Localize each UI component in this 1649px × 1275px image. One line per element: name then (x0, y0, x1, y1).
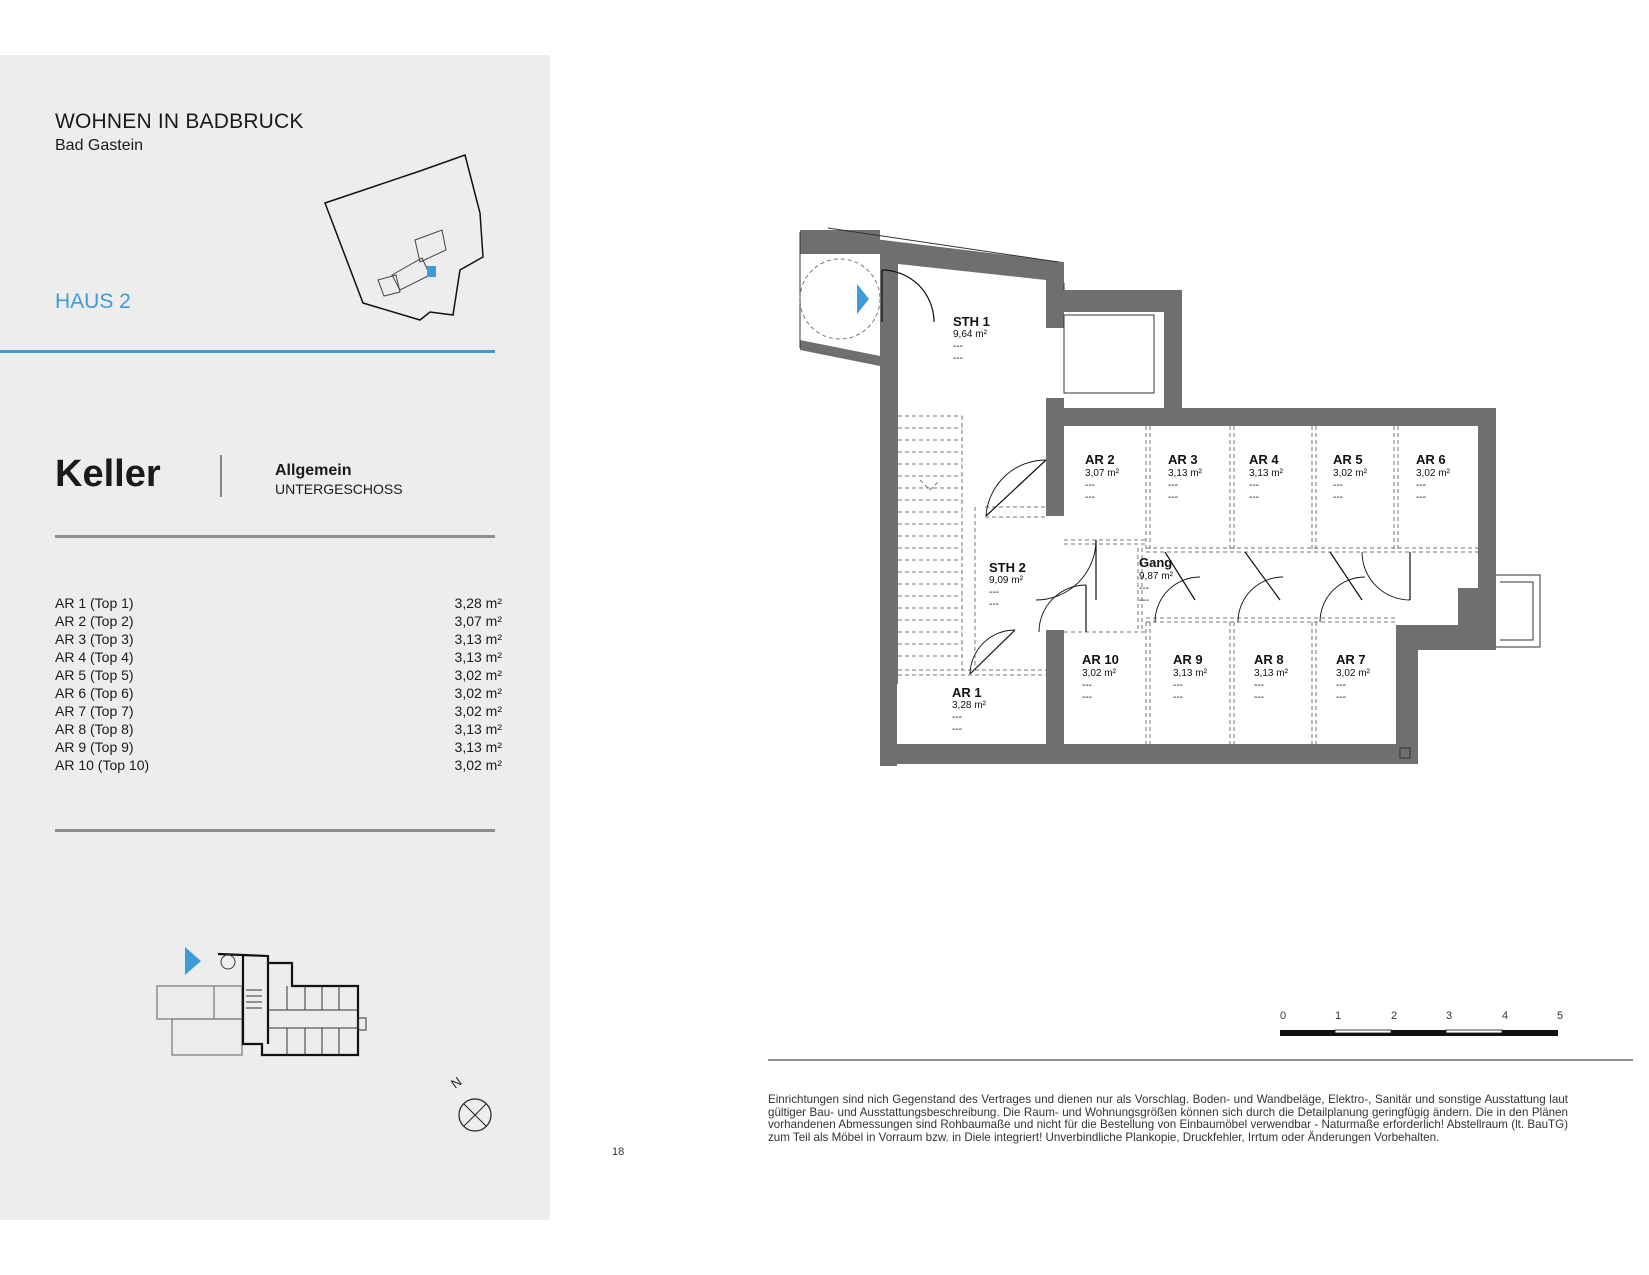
area-value: 3,07 m² (454, 613, 502, 629)
room-name: AR 3 (1168, 452, 1198, 467)
room-detail: --- (1173, 680, 1183, 691)
area-value: 3,13 m² (454, 721, 502, 737)
area-label: AR 3 (Top 3) (55, 631, 134, 647)
area-value: 3,13 m² (454, 739, 502, 755)
room-area: 9,64 m² (953, 329, 987, 340)
area-label: AR 5 (Top 5) (55, 667, 134, 683)
room-name: AR 4 (1249, 452, 1279, 467)
room-area: 9,87 m² (1139, 571, 1173, 582)
room-detail: --- (1416, 492, 1426, 503)
area-value: 3,02 m² (454, 685, 502, 701)
room-name: AR 8 (1254, 652, 1284, 667)
room-detail: --- (1336, 680, 1346, 691)
room-detail: --- (1249, 492, 1259, 503)
room-name: Gang (1139, 555, 1173, 570)
room-detail: --- (1416, 480, 1426, 491)
scale-tick-label: 3 (1446, 1010, 1453, 1022)
area-value: 3,13 m² (454, 649, 502, 665)
area-label: AR 8 (Top 8) (55, 721, 134, 737)
room-area: 3,13 m² (1168, 468, 1202, 479)
room-detail: --- (1333, 492, 1343, 503)
scale-tick-label: 0 (1280, 1010, 1287, 1022)
room-name: AR 1 (952, 685, 982, 700)
room-detail: --- (1168, 492, 1178, 503)
room-area: 3,02 m² (1416, 468, 1450, 479)
scale-bar (1280, 1030, 1558, 1036)
room-area: 3,13 m² (1254, 668, 1288, 679)
scale-tick-label: 5 (1557, 1010, 1564, 1022)
room-detail: --- (1139, 583, 1149, 594)
area-label: AR 2 (Top 2) (55, 613, 134, 629)
room-area: 3,02 m² (1082, 668, 1116, 679)
scale-tick-label: 1 (1335, 1010, 1342, 1022)
view-arrow-icon (185, 947, 201, 975)
room-detail: --- (1333, 480, 1343, 491)
room-detail: --- (953, 341, 963, 352)
room-area: 3,07 m² (1085, 468, 1119, 479)
room-area: 3,02 m² (1333, 468, 1367, 479)
view-arrow-icon (857, 284, 869, 314)
floor-name: Keller (55, 453, 161, 495)
room-area: 3,02 m² (1336, 668, 1370, 679)
room-detail: --- (1336, 692, 1346, 703)
room-name: AR 6 (1416, 452, 1446, 467)
room-detail: --- (1249, 480, 1259, 491)
scale-tick-label: 2 (1391, 1010, 1398, 1022)
room-labels (952, 314, 1451, 735)
room-detail: --- (952, 724, 962, 735)
room-name: AR 7 (1336, 652, 1366, 667)
compass-north-label: N (448, 1073, 465, 1092)
area-label: AR 7 (Top 7) (55, 703, 134, 719)
room-name: STH 1 (953, 314, 990, 329)
room-name: STH 2 (989, 560, 1026, 575)
footer-divider (768, 1059, 1633, 1061)
scale-labels (1270, 1010, 1570, 1025)
floor-level: UNTERGESCHOSS (275, 481, 403, 497)
area-value: 3,13 m² (454, 631, 502, 647)
area-value: 3,02 m² (454, 703, 502, 719)
compass-icon (448, 1074, 491, 1131)
room-detail: --- (1085, 480, 1095, 491)
scale-tick-label: 4 (1502, 1010, 1509, 1022)
room-detail: --- (1139, 595, 1149, 606)
room-detail: --- (1082, 680, 1092, 691)
room-area: 9,09 m² (989, 575, 1023, 586)
room-detail: --- (989, 599, 999, 610)
room-area: 3,13 m² (1249, 468, 1283, 479)
room-name: AR 9 (1173, 652, 1203, 667)
room-detail: --- (1082, 692, 1092, 703)
area-value: 3,02 m² (454, 757, 502, 773)
area-value: 3,28 m² (454, 595, 502, 611)
staircase (898, 416, 962, 670)
room-name: AR 5 (1333, 452, 1363, 467)
room-detail: --- (989, 587, 999, 598)
site-outline-map (325, 155, 483, 320)
area-label: AR 9 (Top 9) (55, 739, 134, 755)
room-name: AR 2 (1085, 452, 1115, 467)
room-detail: --- (953, 353, 963, 364)
room-detail: --- (1254, 692, 1264, 703)
room-area: 3,13 m² (1173, 668, 1207, 679)
room-detail: --- (1173, 692, 1183, 703)
area-value: 3,02 m² (454, 667, 502, 683)
room-detail: --- (1168, 480, 1178, 491)
key-plan-thumbnail (157, 947, 366, 1055)
floor-category: Allgemein (275, 462, 352, 479)
room-area: 3,28 m² (952, 700, 986, 711)
house-label: HAUS 2 (55, 290, 131, 313)
area-label: AR 1 (Top 1) (55, 595, 134, 611)
area-label: AR 10 (Top 10) (55, 757, 150, 773)
room-name: AR 10 (1082, 652, 1119, 667)
project-title: WOHNEN IN BADBRUCK (55, 110, 304, 133)
room-detail: --- (952, 712, 962, 723)
project-location: Bad Gastein (55, 137, 144, 154)
area-label: AR 4 (Top 4) (55, 649, 134, 665)
elevator-shaft (800, 259, 880, 339)
page-number: 18 (612, 1146, 625, 1158)
walls (800, 230, 1496, 766)
area-label: AR 6 (Top 6) (55, 685, 134, 701)
room-detail: --- (1254, 680, 1264, 691)
room-detail: --- (1085, 492, 1095, 503)
disclaimer-text: Einrichtungen sind nich Gegenstand des Vertrages und dienen nur als Vorschlag. Boden- und Wandbeläge, Elektro-, Sanitär und sonstige Ausstattung laut gültiger Bau- und Ausstattungsbeschreibung. Die Raum- und Wohnungsgrößen können sich durch die Detailplanung geringfügig ändern. Die in den Plänen vorhandenen Abmessungen sind Rohbaumaße und nicht für die Bestellung von Einbaumöbel verwendbar - Naturmaße erforderlich! Abstellraum (lt. BauTG) zum Teil als Möbel in Vorraum bzw. in Diele integriert! Unverbindliche Plankopie, Druckfehler, Irrtum oder Änderungen Vorbehalten. (768, 1093, 1568, 1144)
